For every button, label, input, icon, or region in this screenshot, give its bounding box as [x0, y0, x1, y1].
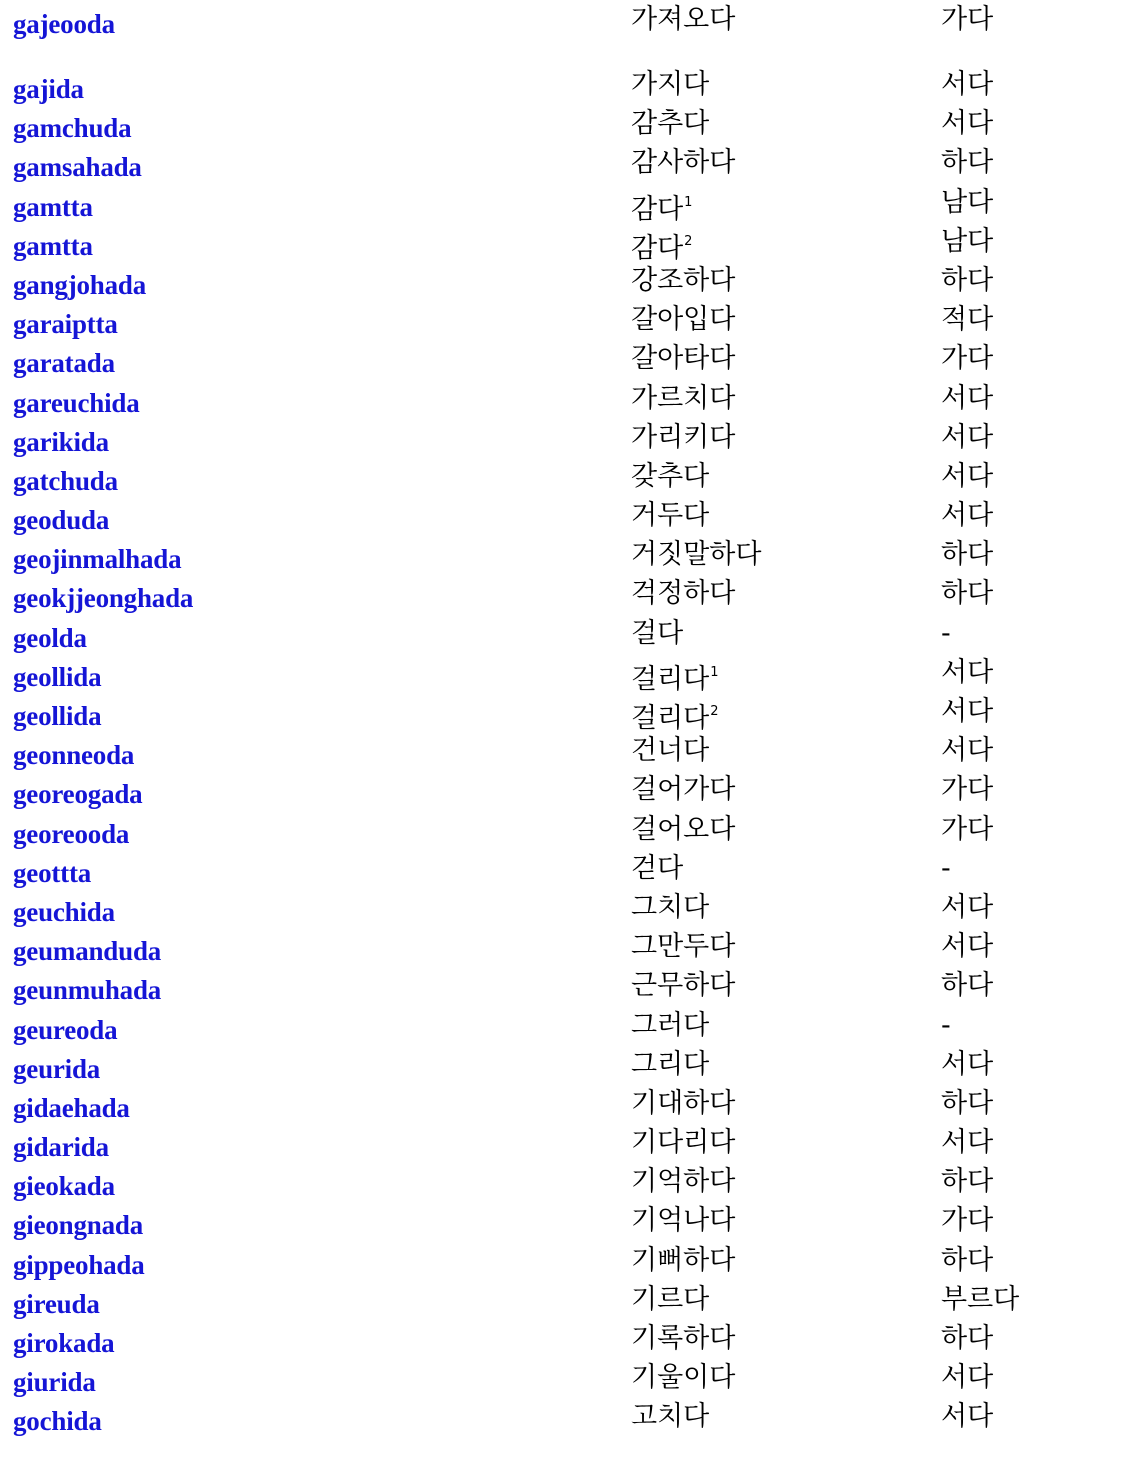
verb-romanization-link[interactable]: geojinmalhada [13, 544, 182, 575]
conjugation-pattern: 서다 [941, 1362, 994, 1394]
verb-row [0, 535, 1140, 574]
verb-hangul-text: 기다리다 [631, 1127, 736, 1159]
verb-hangul [631, 499, 709, 533]
verb-hangul [631, 1244, 735, 1278]
verb-hangul [631, 617, 683, 651]
verb-row [0, 1397, 1140, 1436]
verb-romanization-link[interactable]: geolda [13, 622, 87, 653]
verb-row [0, 966, 1140, 1005]
verb-romanization-link[interactable]: gidaehada [13, 1092, 130, 1123]
verb-row [0, 104, 1140, 143]
verb-hangul [631, 538, 761, 572]
verb-romanization-link[interactable]: girokada [13, 1328, 115, 1358]
verb-romanization-link[interactable]: garaiptta [13, 309, 118, 340]
verb-hangul-text: 고치다 [631, 1401, 710, 1433]
verb-romanization-link[interactable]: garikida [13, 426, 109, 457]
verb-romanization-link[interactable]: gareuchida [13, 387, 140, 418]
verb-romanization-link[interactable]: gidarida [13, 1132, 109, 1163]
verb-romanization-link[interactable]: geollida [13, 701, 102, 731]
verb-hangul [631, 1322, 735, 1356]
verb-romanization-link[interactable]: gajeooda [13, 9, 115, 39]
verb-hangul-text: 기록하다 [631, 1323, 736, 1354]
homonym-number: 2 [684, 233, 693, 249]
verb-romanization-link[interactable]: gieongnada [13, 1210, 144, 1241]
verb-romanization-link[interactable]: gochida [13, 1406, 102, 1437]
conjugation-pattern: - [941, 1009, 951, 1041]
verb-row [0, 770, 1140, 809]
verb-hangul-text: 강조하다 [631, 264, 736, 296]
verb-hangul [631, 695, 719, 736]
verb-hangul-text: 그만두다 [631, 931, 736, 963]
verb-hangul [631, 421, 735, 455]
verb-hangul [631, 1048, 709, 1082]
conjugation-pattern: 가다 [941, 774, 994, 806]
verb-romanization-link[interactable]: georeooda [13, 818, 130, 849]
verb-romanization-link[interactable]: gamtta [13, 230, 93, 261]
verb-hangul-text: 감다 [631, 232, 684, 264]
verb-hangul-text: 기르다 [631, 1283, 710, 1315]
verb-hangul [631, 1283, 709, 1317]
conjugation-pattern: 가다 [941, 1205, 994, 1237]
verb-romanization-link[interactable]: geumanduda [13, 936, 162, 967]
verb-romanization-link[interactable]: gamsahada [13, 152, 142, 183]
verb-row [0, 927, 1140, 966]
verb-hangul-text: 갈아타다 [631, 343, 736, 375]
verb-row [0, 614, 1140, 653]
verb-row [0, 1241, 1140, 1280]
verb-row [0, 1006, 1140, 1045]
homonym-number: 1 [710, 664, 719, 680]
conjugation-pattern: 가다 [941, 4, 994, 35]
verb-row [0, 1045, 1140, 1084]
conjugation-pattern: 하다 [941, 264, 994, 296]
verb-hangul [631, 3, 735, 37]
verb-romanization-link[interactable]: gajida [13, 74, 84, 104]
verb-row [0, 1162, 1140, 1201]
verb-hangul [631, 577, 735, 611]
verb-hangul [631, 303, 735, 337]
verb-romanization-link[interactable]: gangjohada [13, 269, 147, 300]
conjugation-pattern: - [941, 852, 951, 884]
verb-hangul [631, 852, 683, 886]
verb-hangul [631, 186, 692, 227]
verb-romanization-link[interactable]: georeogada [13, 779, 143, 810]
verb-hangul [631, 734, 709, 768]
verb-hangul-text: 기억나다 [631, 1205, 736, 1237]
verb-row [0, 731, 1140, 770]
conjugation-pattern: 서다 [941, 1401, 994, 1433]
verb-hangul-text: 걸어가다 [631, 774, 736, 806]
conjugation-pattern: 가다 [941, 343, 994, 375]
verb-romanization-link[interactable]: geunmuhada [13, 975, 162, 1006]
verb-hangul-text: 건너다 [631, 735, 710, 767]
conjugation-pattern: 서다 [941, 1127, 994, 1159]
conjugation-pattern: 하다 [941, 970, 994, 1002]
conjugation-pattern: - [941, 617, 951, 649]
homonym-number: 2 [710, 704, 719, 719]
verb-hangul-text: 그러다 [631, 1009, 710, 1041]
verb-hangul-text: 걱정하다 [631, 578, 736, 610]
verb-hangul-text: 갈아입다 [631, 304, 736, 336]
verb-row [0, 0, 1140, 65]
verb-row [0, 1084, 1140, 1123]
verb-row [0, 1280, 1140, 1319]
verb-hangul-text: 가져오다 [631, 4, 736, 35]
conjugation-pattern: 서다 [941, 931, 994, 963]
conjugation-pattern: 서다 [941, 656, 994, 688]
verb-row [0, 1358, 1140, 1397]
conjugation-pattern: 서다 [941, 460, 994, 492]
verb-hangul [631, 264, 735, 298]
conjugation-pattern: 하다 [941, 1323, 994, 1354]
verb-row [0, 300, 1140, 339]
conjugation-pattern: 하다 [941, 1244, 994, 1276]
verb-romanization-link[interactable]: geottta [13, 857, 92, 888]
conjugation-pattern: 하다 [941, 1087, 994, 1119]
verb-hangul [631, 1009, 709, 1043]
verb-romanization-link[interactable]: gireuda [13, 1288, 100, 1319]
verb-hangul-text: 걸리다 [631, 663, 710, 695]
verb-hangul [631, 382, 735, 416]
verb-hangul [631, 930, 735, 964]
verb-hangul [631, 1400, 709, 1434]
verb-row [0, 379, 1140, 418]
verb-romanization-link[interactable]: gamtta [13, 191, 93, 222]
verb-romanization-link[interactable]: geokjjeonghada [13, 583, 194, 614]
verb-row [0, 1123, 1140, 1162]
verb-hangul-text: 그치다 [631, 891, 710, 923]
verb-hangul-text: 기울이다 [631, 1362, 736, 1394]
verb-hangul [631, 813, 735, 847]
verb-hangul-text: 감사하다 [631, 147, 736, 179]
conjugation-pattern: 서다 [941, 1048, 994, 1080]
verb-hangul-text: 가르치다 [631, 382, 736, 414]
conjugation-pattern: 서다 [941, 382, 994, 414]
conjugation-pattern: 하다 [941, 147, 994, 179]
conjugation-pattern: 남다 [941, 225, 994, 257]
verb-hangul [631, 1361, 735, 1395]
verb-row [0, 653, 1140, 695]
verb-row [0, 339, 1140, 378]
verb-romanization-link[interactable]: gieokada [13, 1171, 115, 1202]
verb-row [0, 1201, 1140, 1240]
verb-hangul-text: 기뻐하다 [631, 1244, 736, 1276]
verb-row [0, 222, 1140, 264]
verb-romanization-link[interactable]: geuchida [13, 896, 115, 927]
verb-hangul-text: 감다 [631, 193, 684, 225]
verb-hangul-text: 기대하다 [631, 1087, 736, 1119]
verb-row [0, 849, 1140, 888]
verb-romanization-link[interactable]: geureoda [13, 1014, 118, 1045]
conjugation-pattern: 서다 [941, 696, 994, 727]
verb-hangul [631, 225, 692, 266]
verb-romanization-link[interactable]: geoduda [13, 505, 110, 536]
conjugation-pattern: 서다 [941, 735, 994, 767]
conjugation-pattern: 하다 [941, 578, 994, 610]
verb-row [0, 457, 1140, 496]
verb-romanization-link[interactable]: gippeohada [13, 1249, 145, 1280]
conjugation-pattern: 하다 [941, 1166, 994, 1198]
conjugation-pattern: 서다 [941, 500, 994, 532]
conjugation-pattern: 서다 [941, 421, 994, 453]
verb-hangul [631, 460, 709, 494]
verb-hangul [631, 1126, 735, 1160]
verb-row [0, 1319, 1140, 1358]
verb-row [0, 143, 1140, 182]
conjugation-pattern: 적다 [941, 304, 994, 336]
verb-romanization-link[interactable]: geurida [13, 1053, 101, 1084]
verb-hangul-text: 거짓말하다 [631, 539, 762, 571]
verb-romanization-link[interactable]: geonneoda [13, 740, 135, 771]
verb-romanization-link[interactable]: giurida [13, 1367, 96, 1398]
verb-row [0, 496, 1140, 535]
homonym-number: 1 [684, 194, 693, 210]
verb-row [0, 574, 1140, 613]
conjugation-pattern: 남다 [941, 186, 994, 218]
conjugation-pattern: 부르다 [941, 1283, 1020, 1315]
verb-hangul [631, 656, 719, 697]
verb-hangul-text: 기억하다 [631, 1166, 736, 1198]
verb-row [0, 692, 1140, 734]
verb-hangul [631, 146, 735, 180]
verb-row [0, 183, 1140, 225]
verb-hangul-text: 가리키다 [631, 421, 736, 453]
verb-romanization-link[interactable]: gamchuda [13, 113, 132, 144]
verb-row [0, 810, 1140, 849]
conjugation-pattern: 서다 [941, 891, 994, 923]
verb-row [0, 65, 1140, 104]
verb-romanization-link[interactable]: gatchuda [13, 465, 118, 496]
verb-row [0, 261, 1140, 300]
verb-hangul-text: 감추다 [631, 108, 710, 140]
verb-hangul-text: 갖추다 [631, 460, 710, 492]
verb-romanization-link[interactable]: geollida [13, 661, 102, 692]
verb-hangul-text: 걷다 [631, 852, 684, 884]
verb-row [0, 418, 1140, 457]
conjugation-pattern: 하다 [941, 539, 994, 571]
verb-hangul [631, 891, 709, 925]
verb-hangul [631, 1087, 735, 1121]
verb-hangul [631, 1165, 735, 1199]
conjugation-pattern: 서다 [941, 69, 994, 100]
verb-hangul [631, 68, 709, 102]
verb-hangul-text: 걸리다 [631, 703, 710, 734]
verb-hangul-text: 걸다 [631, 617, 684, 649]
verb-hangul [631, 773, 735, 807]
verb-hangul-text: 근무하다 [631, 970, 736, 1002]
conjugation-pattern: 가다 [941, 813, 994, 845]
verb-hangul-text: 걸어오다 [631, 813, 736, 845]
verb-hangul [631, 969, 735, 1003]
verb-hangul-text: 가지다 [631, 69, 710, 100]
verb-hangul-text: 거두다 [631, 500, 710, 532]
verb-hangul-text: 그리다 [631, 1048, 710, 1080]
verb-hangul [631, 107, 709, 141]
verb-hangul [631, 342, 735, 376]
conjugation-pattern: 서다 [941, 108, 994, 140]
verb-hangul [631, 1204, 735, 1238]
verb-row [0, 888, 1140, 927]
verb-romanization-link[interactable]: garatada [13, 348, 115, 379]
